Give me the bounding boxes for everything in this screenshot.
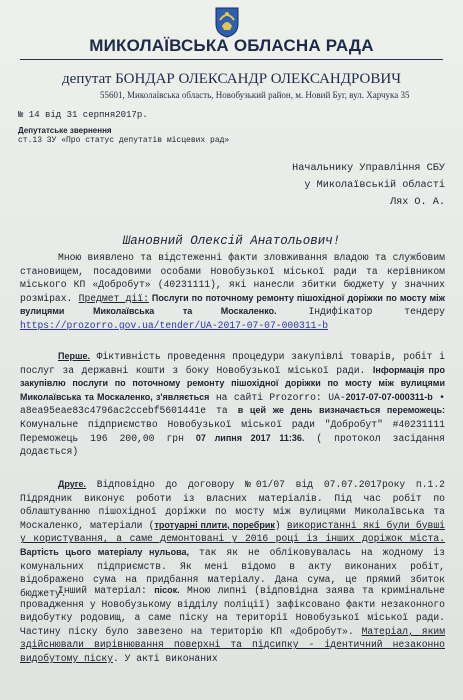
text-run: Мною виявлено та відстеженні факти зловживання владою та службовим становищем, посадовими особами Новобузької міської ради та керівником міського КП «Добробут» (40231111), які нанесли збитки бюджету у значних розмірах. [20,252,445,304]
subject-label: Предмет дії: [78,292,149,304]
tender-label: Індифікатор тендеру [276,306,445,318]
text-run: ( протокол засідання додається) [20,432,445,458]
winner-label: в цей же день визначається переможець: [237,405,445,416]
text-run: Фіктивність проведення процедури закупівлі товарів, робіт і послуг за державні кошти з боку Новобузької міської ради. [20,351,445,376]
used-materials-note: використанні які були бувші у користування, а саме демонтовані у 2016 році із інших доріжок міста. [20,519,445,545]
sand-label: пісок. [154,585,180,595]
paragraph-intro [20,251,445,333]
addressee-block [292,160,445,211]
paragraph-second [20,478,445,600]
text-run: так як не обліковувалась на жодному із комунальних підприємств. Як мені відомо в акту виконаних робіт, відображено сума на придбання матеріалу. Дана сума, це прямий збиток бюджету. [20,546,445,599]
paragraph-sand [20,584,445,666]
text-run: • a8ea95eae83c4796ac2ccebf5601441e та [20,391,445,417]
text-run: на сайті Prozorro: UA- [209,391,346,403]
law-reference: ст.13 ЗУ «Про статус депутатів місцевих рад» [18,136,230,145]
first-label: Перше. [58,351,90,361]
header-divider [20,59,443,60]
tender-id: 2017-07-07-000311-b [345,391,433,402]
procurement-info: Інформація про закупівлю послуги по поточному ремонту пішохідної доріжки по мосту між вулицями Миколаївська та Москаленко, з'являється [20,364,445,402]
text-run: Інший матеріал: [58,585,155,596]
levelling-note: Матеріал, яким здійснювали вирівнювання поверхні та підсипку - [20,625,446,651]
addressee-line: у Миколаївській області [304,180,445,191]
text-run: ) [274,519,287,531]
council-name: МИКОЛАЇВСЬКА ОБЛАСНА РАДА [89,36,374,55]
tender-link[interactable]: https://prozorro.gov.ua/tender/UA-2017-07-07-000311-b [20,319,329,331]
materials-list: тротуарні плити, поребрик [154,519,275,530]
text-run: Відповідно до договору №01/07 від 07.07.2017року п.1.2 Підрядник виконує роботи із власних матеріалів. Під час робіт по облаштуванню пішохідної доріжки по мосту між вулицями Миколаївська та Москаленко, матеріали ( [20,479,445,531]
subject-text: Послуги по поточному ремонту пішохідної доріжки по мосту між вулицями Миколаївська та Москаленко. [20,292,445,317]
text-run: Комунальне підприємство Новобузької міської ради "Добробут" #40231111 Переможець 196 200,00 грн [20,418,445,444]
zero-cost-note: Вартість цього матеріалу нульова, [20,546,190,557]
text-run: Мною липні (відповідна заява та кримінальне провадження у Новобузькому відділу поліції) зафіксовано факти незаконного видобутку родовищ, а саме піску на території Новобузької міської ради. Частину піску було завезено на територію КП «Добробут». [20,585,445,637]
oblast-crest-icon [214,6,240,38]
deputy-address: 55601, Миколаївська область, Новобузький район, м. Новий Буг, вул. Харчука 35 [100,90,410,100]
identical-sand-note: ідентичний незаконно видобутому піску [20,639,445,664]
document-type: Депутатське звернення [18,126,112,135]
deputy-name: депутат БОНДАР ОЛЕКСАНДР ОЛЕКСАНДРОВИЧ [62,71,401,87]
registration-number: № 14 від 31 серпня2017р. [18,110,148,120]
second-label: Друге. [58,479,87,489]
paragraph-first [20,350,445,459]
text-run: . У акті виконаних [113,652,218,664]
addressee-line: Начальнику Управління СБУ [292,163,445,174]
addressee-line: Лях О. А. [389,197,445,208]
winner-date: 07 липня 2017 11:36. [195,432,305,443]
salutation: Шановний Олексій Анатольович! [122,234,341,248]
